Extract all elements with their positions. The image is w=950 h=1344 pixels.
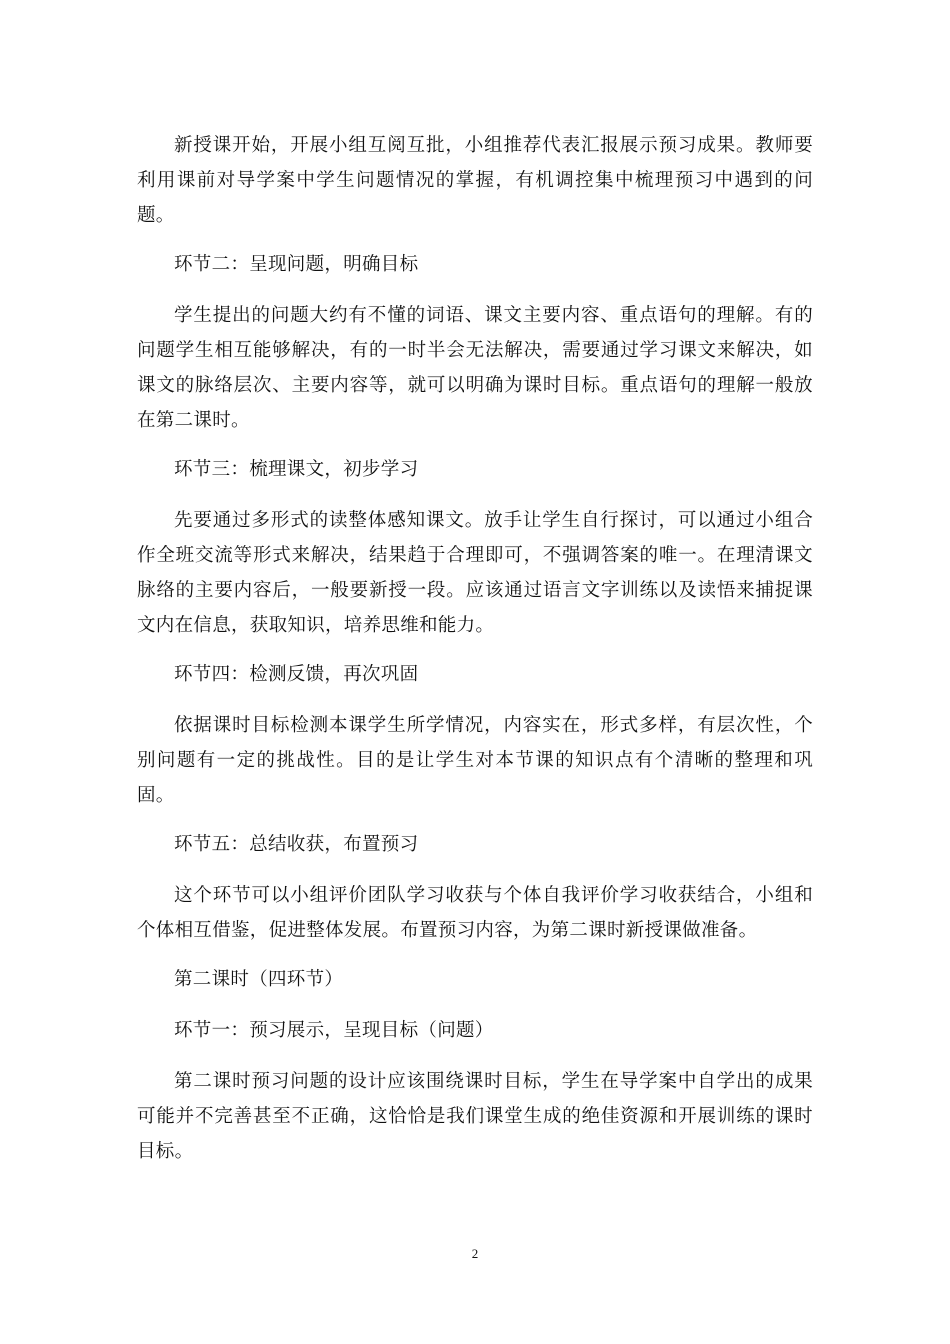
paragraph: 第二课时预习问题的设计应该围绕课时目标，学生在导学案中自学出的成果可能并不完善甚至不正确，这恰恰是我们课堂生成的绝佳资源和开展训练的课时目标。 — [137, 1071, 813, 1162]
paragraph: 新授课开始，开展小组互阅互批，小组推荐代表汇报展示预习成果。教师要利用课前对导学案中学生问题情况的掌握，有机调控集中梳理预习中遇到的问题。 — [137, 135, 813, 226]
paragraph: 这个环节可以小组评价团队学习收获与个体自我评价学习收获结合，小组和个体相互借鉴，促进整体发展。布置预习内容，为第二课时新授课做准备。 — [137, 885, 813, 941]
section-heading: 环节一：预习展示，呈现目标（问题） — [174, 1020, 494, 1041]
document-page — [137, 128, 813, 1183]
section-heading: 第二课时（四环节） — [174, 969, 344, 990]
paragraph: 先要通过多形式的读整体感知课文。放手让学生自行探讨，可以通过小组合作全班交流等形式来解决，结果趋于合理即可，不强调答案的唯一。在理清课文脉络的主要内容后，一般要新授一段。应该通过语言文字训练以及读悟来捕捉课文内在信息，获取知识，培养思维和能力。 — [137, 510, 813, 636]
paragraph: 学生提出的问题大约有不懂的词语、课文主要内容、重点语句的理解。有的问题学生相互能够解决，有的一时半会无法解决，需要通过学习课文来解决，如课文的脉络层次、主要内容等，就可以明确为课时目标。重点语句的理解一般放在第二课时。 — [137, 305, 813, 431]
page-number: 2 — [471, 1246, 479, 1261]
paragraph: 依据课时目标检测本课学生所学情况，内容实在，形式多样，有层次性，个别问题有一定的挑战性。目的是让学生对本节课的知识点有个清晰的整理和巩固。 — [137, 715, 813, 806]
section-heading: 环节二：呈现问题，明确目标 — [174, 254, 419, 275]
section-heading: 环节四：检测反馈，再次巩固 — [174, 664, 419, 685]
section-heading: 环节三：梳理课文，初步学习 — [174, 459, 419, 480]
section-heading: 环节五：总结收获，布置预习 — [174, 834, 419, 855]
